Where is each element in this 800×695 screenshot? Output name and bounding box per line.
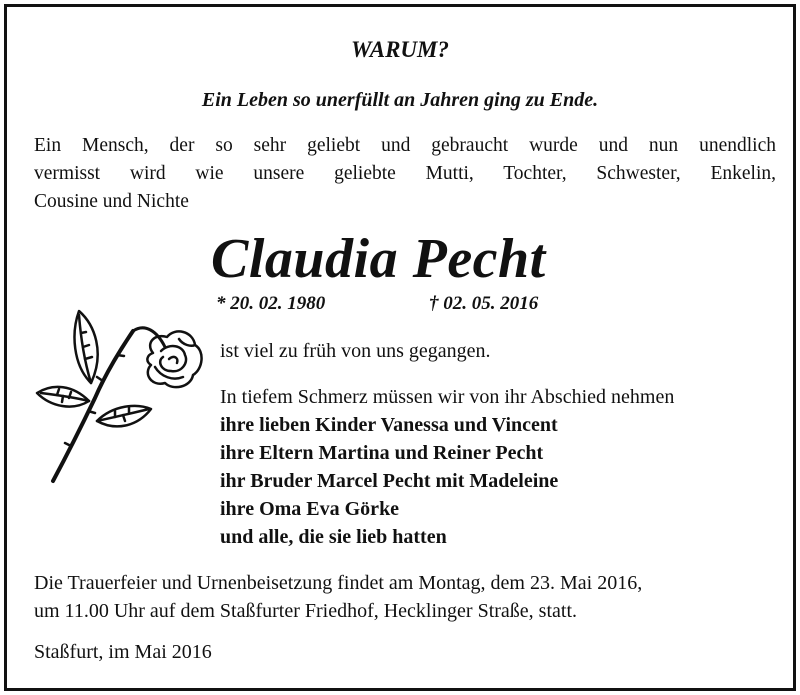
obituary-notice [4,4,796,691]
mourner-line: ihre Oma Eva Görke [220,498,400,520]
death-date: † 02. 05. 2016 [429,293,539,314]
notice-subheading: Ein Leben so unerfüllt an Jahren ging zu Ende. [201,89,599,111]
service-line: Die Trauerfeier und Urnenbeisetzung findet am Montag, dem 23. Mai 2016, [34,572,643,594]
too-early-text: ist viel zu früh von uns gegangen. [220,340,491,362]
notice-heading: WARUM? [351,37,449,62]
service-details [34,569,642,625]
place-date: Staßfurt, im Mai 2016 [34,641,212,663]
intro-line: Ein Mensch, der so sehr geliebt und gebraucht wurde und nun unendlich [34,135,776,156]
deceased-name: Claudia Pecht [211,228,546,290]
intro-line: vermisst wird wie unsere geliebte Mutti, Tochter, Schwester, Enkelin, [34,163,776,184]
mourner-line: ihre Eltern Martina und Reiner Pecht [220,442,544,464]
mourning-lead: In tiefem Schmerz müssen wir von ihr Abschied nehmen [220,386,675,408]
mourner-line: ihre lieben Kinder Vanessa und Vincent [220,414,558,436]
rose-icon [33,303,213,493]
intro-line: Cousine und Nichte [34,191,189,212]
mourner-line: ihr Bruder Marcel Pecht mit Madeleine [220,470,559,492]
service-line: um 11.00 Uhr auf dem Staßfurter Friedhof, Hecklinger Straße, statt. [34,600,578,622]
life-dates [216,293,539,315]
mourners-block [220,383,674,551]
mourner-line: und alle, die sie lieb hatten [220,526,447,548]
birth-date: * 20. 02. 1980 [216,293,326,314]
intro-paragraph [34,132,776,216]
